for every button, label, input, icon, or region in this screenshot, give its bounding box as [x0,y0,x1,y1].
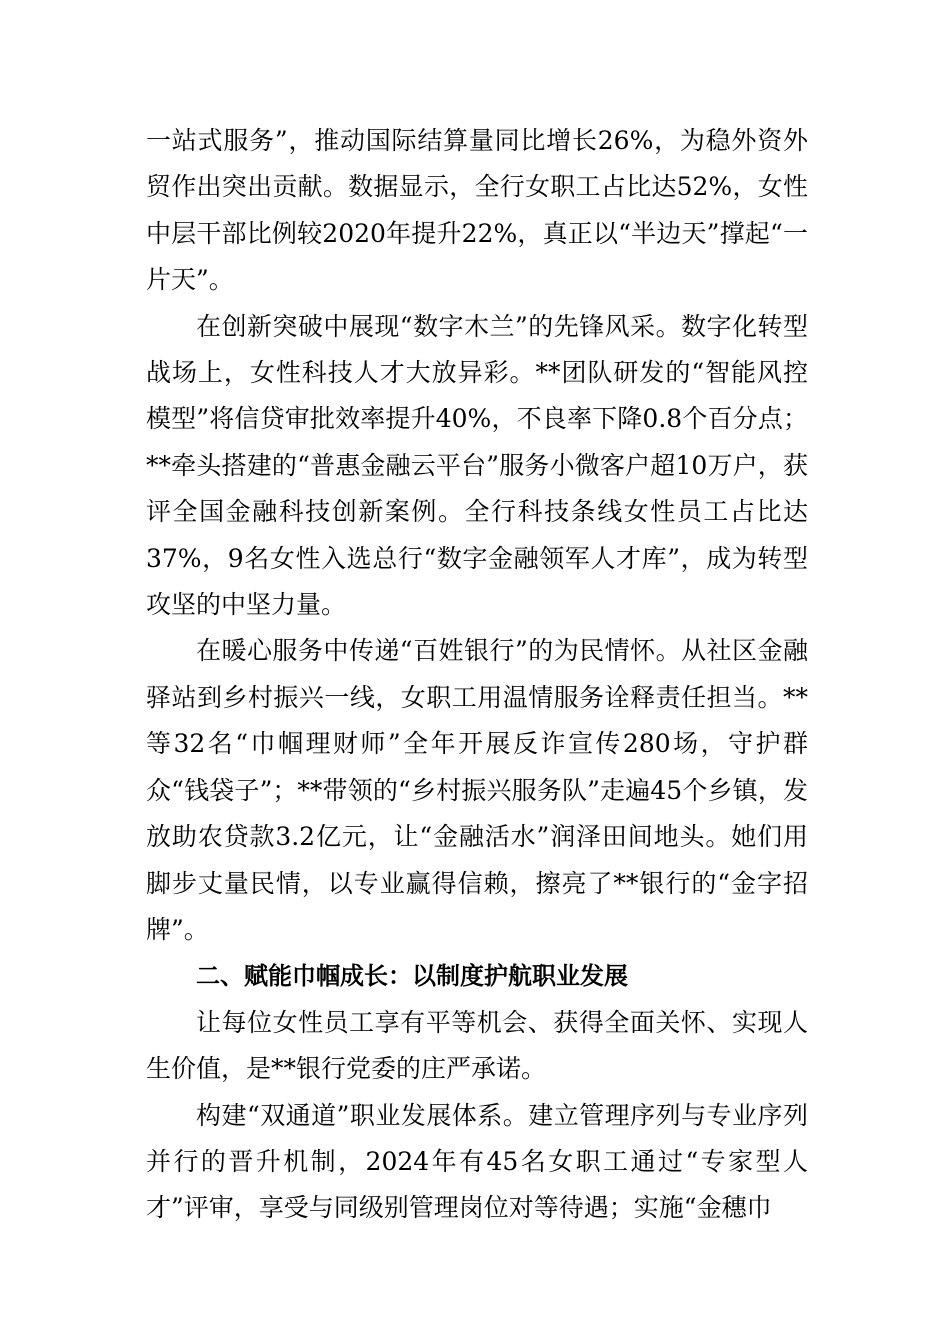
paragraph-continuation: 一站式服务”，推动国际结算量同比增长26%，为稳外资外贸作出突出贡献。数据显示，全行女职工占比达52%，女性中层干部比例较2020年提升22%，真正以“半边天”撑起“一片天”。 [146,126,808,295]
paragraph-commitment: 让每位女性员工享有平等机会、获得全面关怀、实现人生价值，是**银行党委的庄严承诺。 [146,1007,808,1084]
paragraph-digital-mulan: 在创新突破中展现“数字木兰”的先锋风采。数字化转型战场上，女性科技人才大放异彩。**团队研发的“智能风控模型”将信贷审批效率提升40%，不良率下降0.8个百分点；**牵头搭建的“普惠金融云平台”服务小微客户超10万户，获评全国金融科技创新案例。全行科技条线女性员工占比达37%，9名女性入选总行“数字金融领军人才库”，成为转型攻坚的中坚力量。 [146,311,808,620]
document-page [146,118,808,1232]
section-heading: 二、赋能巾帼成长：以制度护航职业发展 [196,962,628,991]
paragraph-dual-channel: 构建“双通道”职业发展体系。建立管理序列与专业序列并行的晋升机制，2024年有45名女职工通过“专家型人才”评审，享受与同级别管理岗位对等待遇；实施“金穗巾 [146,1100,808,1223]
paragraph-people-bank: 在暖心服务中传递“百姓银行”的为民情怀。从社区金融驿站到乡村振兴一线，女职工用温情服务诠释责任担当。**等32名“巾帼理财师”全年开展反诈宣传280场，守护群众“钱袋子”；**带领的“乡村振兴服务队”走遍45个乡镇，发放助农贷款3.2亿元，让“金融活水”润泽田间地头。她们用脚步丈量民情，以专业赢得信赖，擦亮了**银行的“金字招牌”。 [146,636,808,944]
